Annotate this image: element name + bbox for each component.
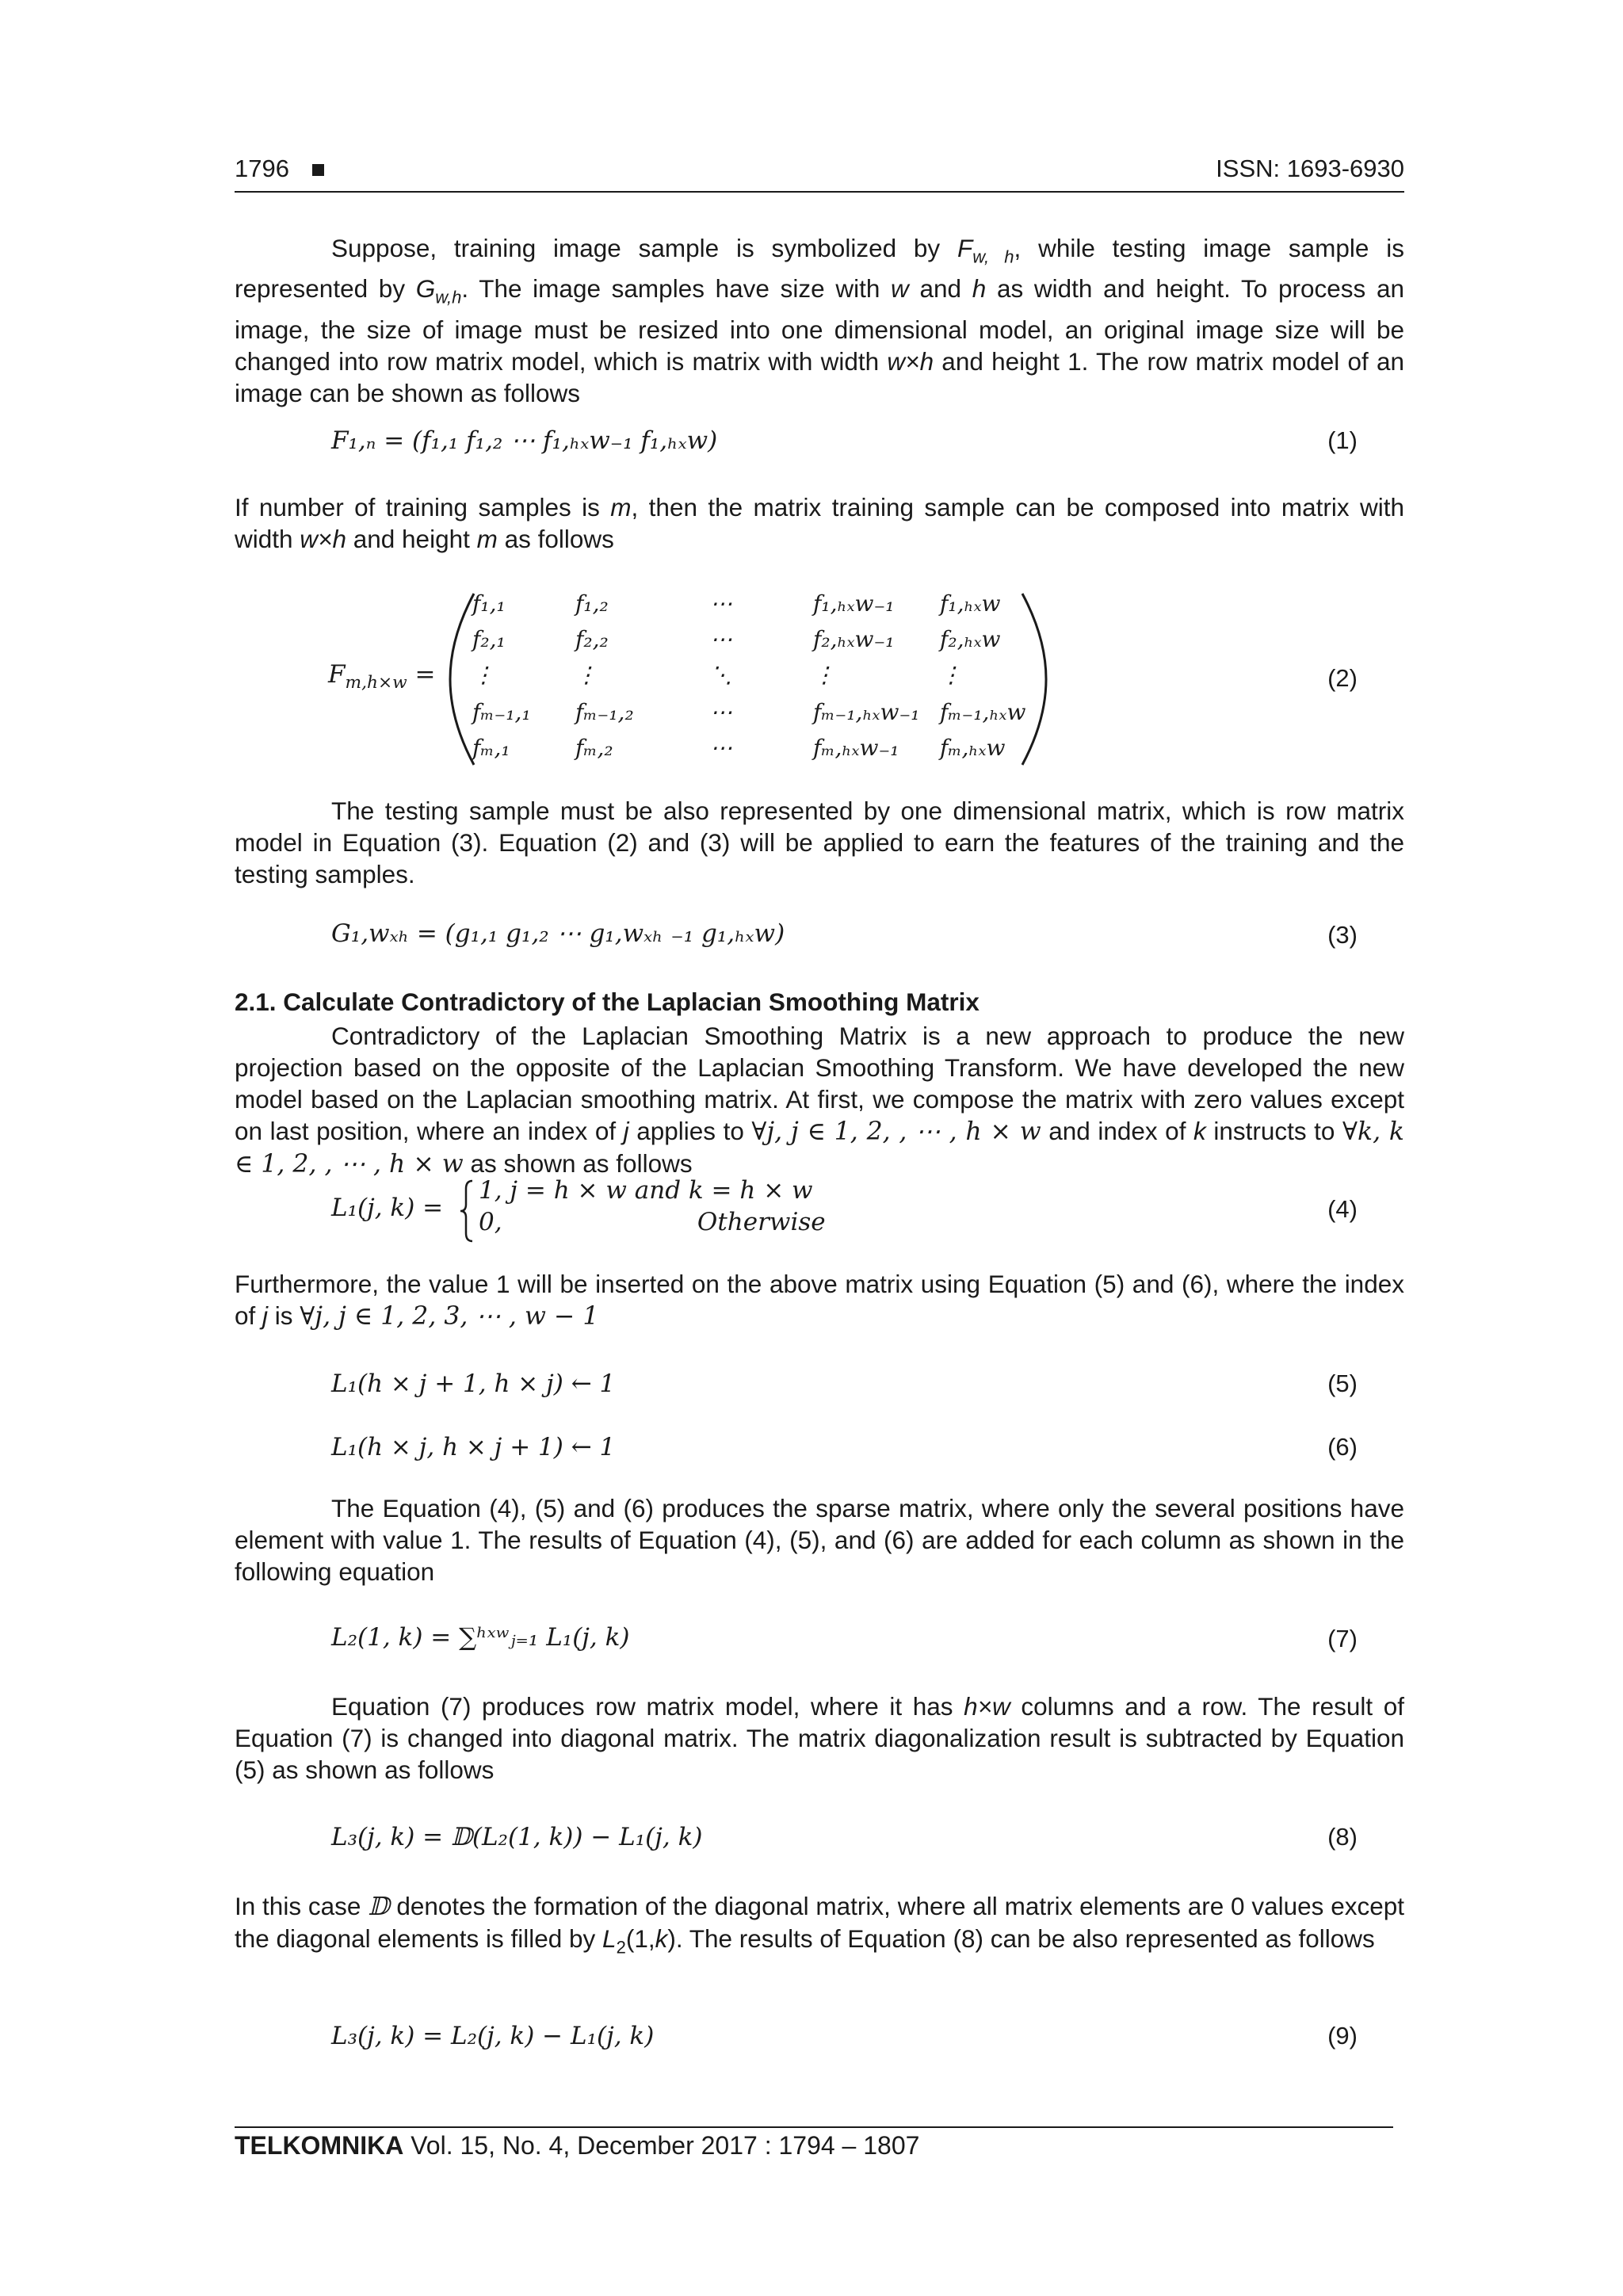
matrix-cell: ⋯ — [710, 590, 732, 617]
equation-3-number: (3) — [1327, 921, 1358, 949]
matrix-cell: fₘ₋₁,₂ — [575, 699, 634, 725]
matrix-cell: fₘ₋₁,₁ — [472, 699, 531, 725]
matrix-cell: ⋯ — [710, 699, 732, 725]
matrix-cell: f₂,₁ — [472, 626, 506, 652]
matrix-cell: f₁,₂ — [575, 590, 609, 617]
equation-7-number: (7) — [1327, 1625, 1358, 1652]
equation-5-number: (5) — [1327, 1370, 1358, 1397]
paragraph-row-matrix: Equation (7) produces row matrix model, where it has h×w columns and a row. The result of Equation (7) is changed into diagonal matrix. The matrix diagonalization result is subtracted by Equation (5) as shown as follows — [235, 1692, 1404, 1784]
equation-8-number: (8) — [1327, 1823, 1358, 1851]
matrix-cell: ⋯ — [710, 735, 732, 761]
equation-1-number: (1) — [1327, 426, 1358, 454]
equation-2-number: (2) — [1327, 664, 1358, 692]
left-brace-icon — [458, 1179, 475, 1243]
equation-4-lhs: L₁(j, k) = — [331, 1194, 444, 1222]
matrix-cell: fₘ₋₁,ₕₓw — [940, 699, 1026, 725]
equation-6: L₁(h × j, h × j + 1) ← 1 — [331, 1433, 616, 1461]
matrix-cell: ⋮ — [940, 662, 962, 688]
matrix-cell: fₘ,ₕₓw — [940, 735, 1006, 761]
issn-label: ISSN: 1693-6930 — [1216, 155, 1404, 182]
matrix-cell: ⋱ — [710, 662, 732, 688]
equation-4-case-1: 1, j = h × w and k = h × w — [479, 1176, 813, 1205]
page-header — [235, 155, 1404, 193]
matrix-cell: f₂,₂ — [575, 626, 609, 652]
footer-rule — [235, 2126, 1393, 2128]
matrix-label: $F_{m,h\times w}$ = — [328, 660, 436, 693]
journal-name: TELKOMNIKA — [235, 2131, 404, 2160]
section-heading: 2.1. Calculate Contradictory of the Laplacian Smoothing Matrix — [235, 988, 980, 1016]
equation-1: F₁,ₙ = (f₁,₁ f₁,₂ ⋯ f₁,ₕₓw₋₁ f₁,ₕₓw) — [331, 426, 718, 455]
equation-2-matrix — [328, 590, 1041, 768]
matrix-cell: ⋮ — [575, 662, 598, 688]
matrix-cell: f₂,ₕₓw — [940, 626, 1001, 652]
page-number: 1796 — [235, 155, 289, 182]
equation-5: L₁(h × j + 1, h × j) ← 1 — [331, 1370, 616, 1398]
paragraph-diagonal: In this case 𝔻 denotes the formation of the diagonal matrix, where all matrix elements are 0 values except the diagonal elements is filled by $L_2(1,k)$. The results of Equation (8) can be also represented as follows — [235, 1892, 1404, 1958]
equation-8: L₃(j, k) = 𝔻(L₂(1, k)) − L₁(j, k) — [331, 1823, 703, 1851]
matrix-cell: fₘ₋₁,ₕₓw₋₁ — [813, 699, 920, 725]
equation-9-number: (9) — [1327, 2022, 1358, 2050]
matrix-cell: ⋮ — [813, 662, 835, 688]
equation-9: L₃(j, k) = L₂(j, k) − L₁(j, k) — [331, 2022, 655, 2050]
matrix-grid — [472, 590, 1027, 768]
equation-6-number: (6) — [1327, 1433, 1358, 1461]
right-paren-icon — [1018, 590, 1049, 768]
matrix-cell: f₁,ₕₓw — [940, 590, 1001, 617]
journal-details: Vol. 15, No. 4, December 2017 : 1794 – 1807 — [403, 2131, 920, 2160]
paragraph-testing-sample: The testing sample must be also represented by one dimensional matrix, which is row matrix model in Equation (3). Equation (2) and (3) will be applied to earn the features of the training and the testing samples. — [235, 797, 1404, 888]
matrix-cell: f₁,₁ — [472, 590, 506, 617]
equation-4-number: (4) — [1327, 1195, 1358, 1223]
matrix-cell: fₘ,ₕₓw₋₁ — [813, 735, 899, 761]
paragraph-intro: Suppose, training image sample is symbolized by $F_{w, h}$, while testing image sample is represented by $G_{w,h}$. The image samples have size with w and h as width and height. To process an image, the size of image must be resized into one dimensional model, an original image size will be changed into row matrix model, which is matrix with width w×h and height 1. The row matrix model of an image can be shown as follows — [235, 234, 1405, 407]
square-bullet-icon — [312, 164, 324, 176]
matrix-cell: ⋮ — [472, 662, 495, 688]
matrix-cell: f₁,ₕₓw₋₁ — [813, 590, 895, 617]
equation-3: G₁,wₓₕ = (g₁,₁ g₁,₂ ⋯ g₁,wₓₕ ₋₁ g₁,ₕₓw) — [331, 919, 785, 948]
matrix-cell: f₂,ₕₓw₋₁ — [813, 626, 895, 652]
equation-7: L₂(1, k) = ∑ʰˣʷⱼ₌₁ L₁(j, k) — [331, 1623, 630, 1652]
paragraph-laplacian: Contradictory of the Laplacian Smoothing Matrix is a new approach to produce the new projection based on the opposite of the Laplacian Smoothing Transform. We have developed the new model based on the Laplacian smoothing matrix. At first, we compose the matrix with zero values except on last position, where an index of j applies to ∀j, j ∈ 1, 2, , ⋯ , h × w and index of k instructs to ∀k, k ∈ 1, 2, , ⋯ , h × w as shown as follows — [235, 1022, 1404, 1179]
page-footer — [235, 2131, 919, 2160]
paragraph-sparse-matrix: The Equation (4), (5) and (6) produces the sparse matrix, where only the several positions have element with value 1. The results of Equation (4), (5), and (6) are added for each column as shown in the following equation — [235, 1494, 1404, 1586]
paragraph-training-matrix: If number of training samples is m, then the matrix training sample can be composed into matrix with width w×h and height m as follows — [235, 493, 1404, 553]
paragraph-insert-values: Furthermore, the value 1 will be inserted on the above matrix using Equation (5) and (6), where the index of j is ∀j, j ∈ 1, 2, 3, ⋯ , w − 1 — [235, 1270, 1404, 1331]
matrix-cell: ⋯ — [710, 626, 732, 652]
matrix-cell: fₘ,₂ — [575, 735, 613, 761]
equation-4-case-2: 0, Otherwise — [479, 1208, 826, 1236]
matrix-cell: fₘ,₁ — [472, 735, 510, 761]
